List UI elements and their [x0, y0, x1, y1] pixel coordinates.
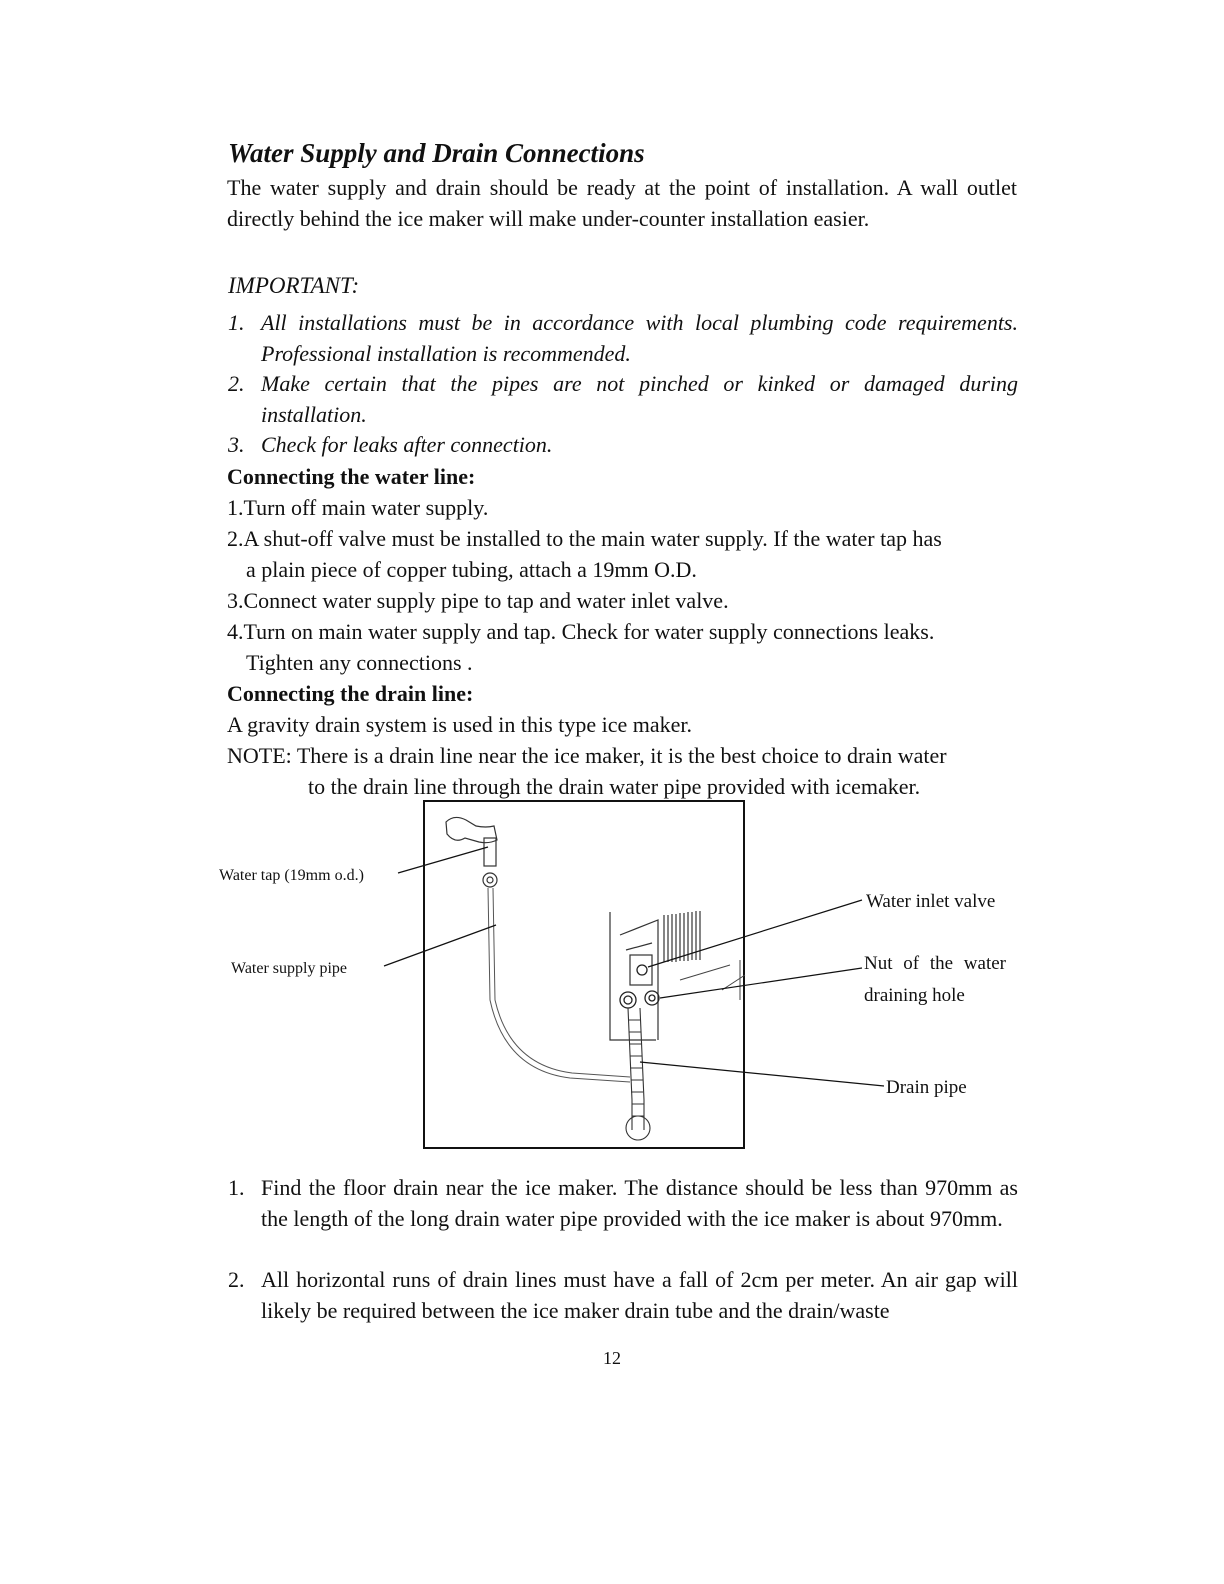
drain-line-text: A gravity drain system is used in this type ice maker.	[227, 712, 692, 737]
ice-maker-body	[610, 912, 658, 1040]
diagram-frame	[424, 801, 744, 1148]
water-line-heading: Connecting the water line:	[227, 464, 476, 489]
step-text: Turn off main water supply.	[243, 495, 489, 520]
page-number: 12	[603, 1348, 621, 1368]
item-text: Check for leaks after connection.	[261, 432, 553, 457]
label-water-tap: Water tap (19mm o.d.)	[219, 867, 364, 884]
label-water-supply-pipe: Water supply pipe	[231, 960, 348, 977]
supply-pipe-icon	[488, 888, 630, 1082]
step-text: All horizontal runs of drain lines must have a fall of 2cm per meter. An air gap will likely be required between the ice maker drain tube and the drain/waste	[261, 1267, 1018, 1323]
step-number: 2.	[228, 1267, 245, 1292]
label-nut-line1: Nut of the water	[864, 953, 1006, 974]
label-water-inlet-valve: Water inlet valve	[866, 891, 996, 912]
label-drain-pipe: Drain pipe	[886, 1077, 967, 1098]
label-nut-line2: draining hole	[864, 985, 965, 1006]
item-text: All installations must be in accordance with local plumbing code requirements. Professional installation is recommended.	[261, 310, 1018, 366]
step-text: A shut-off valve must be installed to the main water supply. If the water tap has	[243, 526, 942, 551]
drain-step-1	[228, 1172, 1018, 1265]
drain-note-line2: to the drain line through the drain water pipe provided with icemaker.	[308, 774, 921, 799]
step-text: Connect water supply pipe to tap and water inlet valve.	[243, 588, 729, 613]
step-number: 4.	[227, 619, 244, 644]
vent-grille	[664, 911, 700, 962]
water-step-2-cont: a plain piece of copper tubing, attach a 19mm O.D.	[246, 557, 697, 582]
intro-paragraph: The water supply and drain should be ready at the point of installation. A wall outlet directly behind the ice maker will make under-counter installation easier.	[227, 175, 1017, 231]
step-number: 2.	[227, 526, 244, 551]
drain-pipe-icon	[626, 1008, 650, 1140]
step-number: 3.	[227, 588, 244, 613]
item-number: 3.	[228, 432, 245, 457]
leader-lines	[384, 847, 884, 1086]
drain-note-line1: NOTE: There is a drain line near the ice maker, it is the best choice to drain water	[227, 743, 947, 768]
step-number: 1.	[227, 495, 244, 520]
step-text: Find the floor drain near the ice maker. The distance should be less than 970mm as the length of the long drain water pipe provided with the ice maker is about 970mm.	[261, 1175, 1018, 1231]
step-text: Turn on main water supply and tap. Check for water supply connections leaks.	[243, 619, 935, 644]
step-number: 1.	[228, 1175, 245, 1200]
item-text: Make certain that the pipes are not pinched or kinked or damaged during installation.	[261, 371, 1018, 427]
water-inlet-valve-icon	[620, 965, 659, 1008]
item-number: 1.	[228, 310, 245, 335]
drain-step-2	[228, 1264, 1018, 1326]
water-step-4-cont: Tighten any connections .	[246, 650, 473, 675]
important-label: IMPORTANT:	[228, 273, 360, 298]
item-number: 2.	[228, 371, 245, 396]
drain-line-heading: Connecting the drain line:	[227, 681, 474, 706]
section-heading: Water Supply and Drain Connections	[228, 138, 645, 168]
